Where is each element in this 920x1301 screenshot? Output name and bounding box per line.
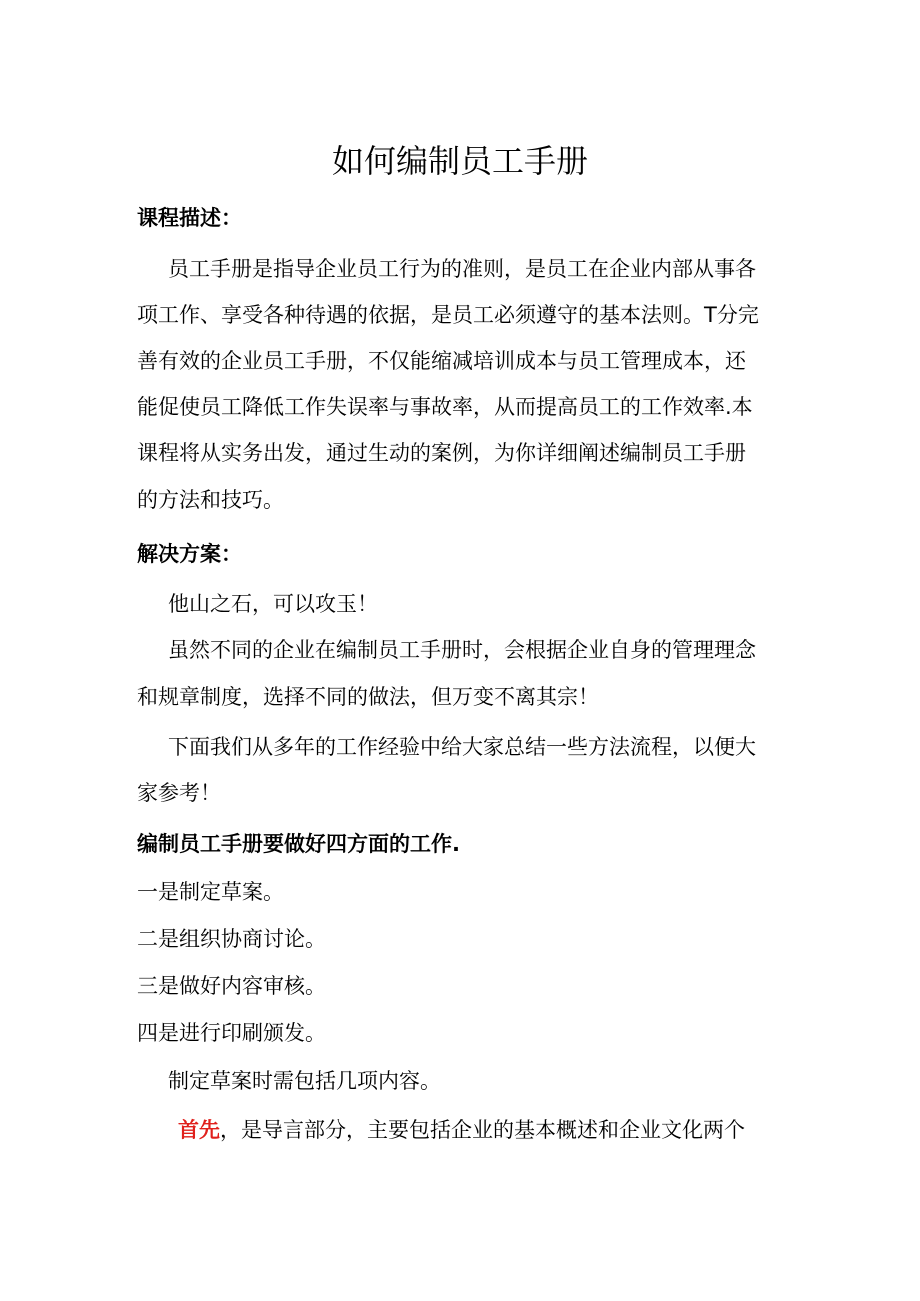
solution-heading: 解决方案：: [137, 542, 242, 566]
description-line: 项工作、享受各种待遇的依据，是员工必须遵守的基本法则。T分完: [137, 303, 759, 327]
paragraph-line: 和规章制度，选择不同的做法，但万变不离其宗！: [137, 685, 599, 709]
step-item: 二是组织协商讨论。: [137, 927, 326, 951]
work-heading: 编制员工手册要做好四方面的工作.: [137, 832, 460, 856]
paragraph-line: 虽然不同的企业在编制员工手册时，会根据企业自身的管理理念: [168, 638, 756, 662]
step-item: 一是制定草案。: [137, 880, 284, 904]
description-line: 善有效的企业员工手册，不仅能缩减培训成本与员工管理成本，还: [137, 349, 746, 373]
step-item: 四是进行印刷颁发。: [137, 1021, 326, 1045]
proverb-line: 他山之石，可以攻玉！: [168, 592, 378, 616]
draft-intro-line: 制定草案时需包括几项内容。: [168, 1069, 441, 1093]
first-point-line: [178, 1115, 745, 1145]
step-item: 三是做好内容审核。: [137, 974, 326, 998]
paragraph-line: 家参考！: [137, 781, 221, 805]
description-line: 课程将从实务出发，通过生动的案例，为你详细阐述编制员工手册: [137, 441, 746, 465]
description-line: 能促使员工降低工作失误率与事故率，从而提高员工的工作效率.本: [137, 395, 753, 419]
document-title: 如何编制员工手册: [331, 142, 588, 180]
course-description-heading: 课程描述：: [137, 206, 242, 230]
description-line: 员工手册是指导企业员工行为的准则，是员工在企业内部从事各: [168, 257, 756, 281]
paragraph-line: 下面我们从多年的工作经验中给大家总结一些方法流程，以便大: [168, 735, 756, 759]
description-line: 的方法和技巧。: [137, 488, 284, 512]
first-label: 首先: [178, 1118, 220, 1142]
first-point-text: ，是导言部分，主要包括企业的基本概述和企业文化两个: [220, 1118, 745, 1142]
